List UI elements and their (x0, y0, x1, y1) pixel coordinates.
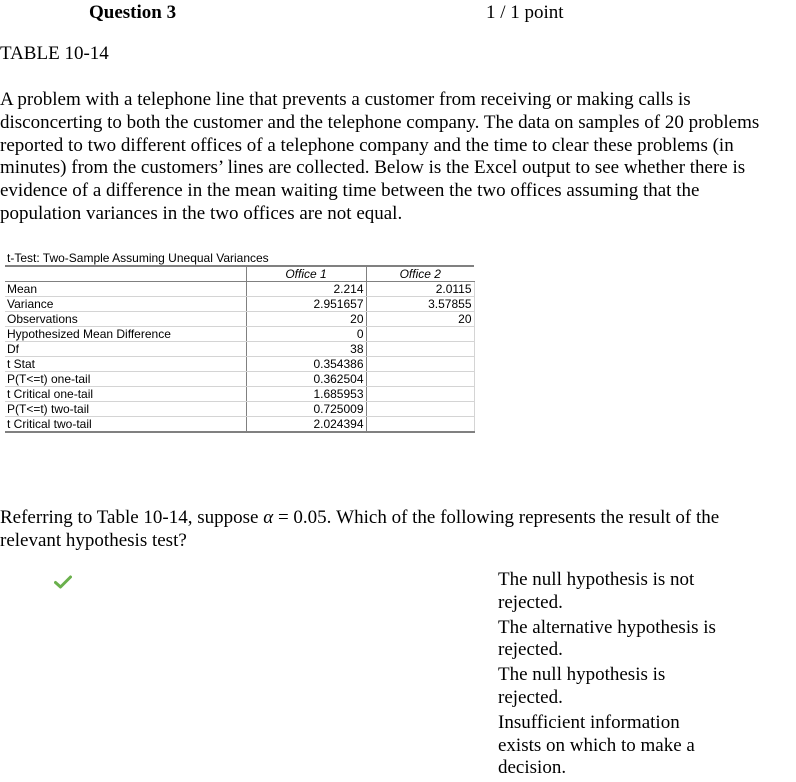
value-cell: 2.024394 (246, 417, 366, 433)
row-label-cell: t Critical two-tail (5, 417, 246, 433)
value-cell (366, 402, 474, 417)
value-cell: 2.214 (246, 282, 366, 297)
check-mark-icon (54, 575, 72, 589)
table-label: TABLE 10-14 (0, 43, 109, 64)
row-label-cell: t Critical one-tail (5, 387, 246, 402)
answer-options (498, 569, 723, 782)
row-label-cell: P(T<=t) two-tail (5, 402, 246, 417)
value-cell: 0.354386 (246, 357, 366, 372)
problem-text: A problem with a telephone line that prevents a customer from receiving or making calls is disconcerting to both the customer and the telephone company. The data on samples of 20 problems reported to two different offices of a telephone company and the time to clear these problems (in minutes) from the customers’ lines are collected. Below is the Excel output to see whether there is evidence of a difference in the mean waiting time between the two offices assuming that the population variances in the two offices are not equal. (0, 89, 760, 224)
question-text-end: = 0.05. Which of the following represents the result of the relevant hypothesis test? (0, 507, 720, 551)
table-row (5, 327, 474, 342)
value-cell (366, 357, 474, 372)
row-label-cell: Observations (5, 312, 246, 327)
row-label-cell: t Stat (5, 357, 246, 372)
value-cell: 0 (246, 327, 366, 342)
table-row (5, 357, 474, 372)
value-cell: 20 (246, 312, 366, 327)
value-cell (366, 372, 474, 387)
ttest-table (5, 265, 475, 433)
value-cell: 3.57855 (366, 297, 474, 312)
value-cell: 2.951657 (246, 297, 366, 312)
question-text-start: Referring to Table 10-14, suppose (0, 507, 264, 528)
value-cell: 1.685953 (246, 387, 366, 402)
table-row (5, 372, 474, 387)
value-cell: 0.725009 (246, 402, 366, 417)
answer-option-4[interactable]: Insufficient information exists on which to make a decision. (498, 711, 695, 779)
header-cell (5, 266, 246, 282)
table-row (5, 387, 474, 402)
header-cell: Office 1 (246, 266, 366, 282)
question-points: 1 / 1 point (486, 2, 564, 23)
table-row (5, 342, 474, 357)
table-row (5, 297, 474, 312)
excel-output-table (5, 251, 474, 433)
row-label-cell: Mean (5, 282, 246, 297)
row-label-cell: Hypothesized Mean Difference (5, 327, 246, 342)
value-cell (366, 387, 474, 402)
value-cell: 38 (246, 342, 366, 357)
value-cell (366, 327, 474, 342)
header-cell: Office 2 (366, 266, 474, 282)
row-label-cell: P(T<=t) one-tail (5, 372, 246, 387)
row-label-cell: Variance (5, 297, 246, 312)
table-row (5, 312, 474, 327)
table-header-row (5, 266, 474, 282)
answer-option-3[interactable]: The null hypothesis is rejected. (498, 664, 666, 708)
answer-option-1[interactable]: The null hypothesis is not rejected. (498, 569, 695, 613)
row-label-cell: Df (5, 342, 246, 357)
value-cell (366, 417, 474, 433)
value-cell: 2.0115 (366, 282, 474, 297)
table-row (5, 282, 474, 297)
value-cell (366, 342, 474, 357)
table-row (5, 402, 474, 417)
question-title: Question 3 (89, 2, 177, 23)
value-cell: 20 (366, 312, 474, 327)
alpha-symbol: α (263, 507, 274, 528)
table-row (5, 417, 474, 433)
excel-title: t-Test: Two-Sample Assuming Unequal Variances (7, 251, 269, 265)
answer-option-2[interactable]: The alternative hypothesis is rejected. (498, 616, 716, 661)
value-cell: 0.362504 (246, 372, 366, 387)
question-text (0, 507, 770, 553)
